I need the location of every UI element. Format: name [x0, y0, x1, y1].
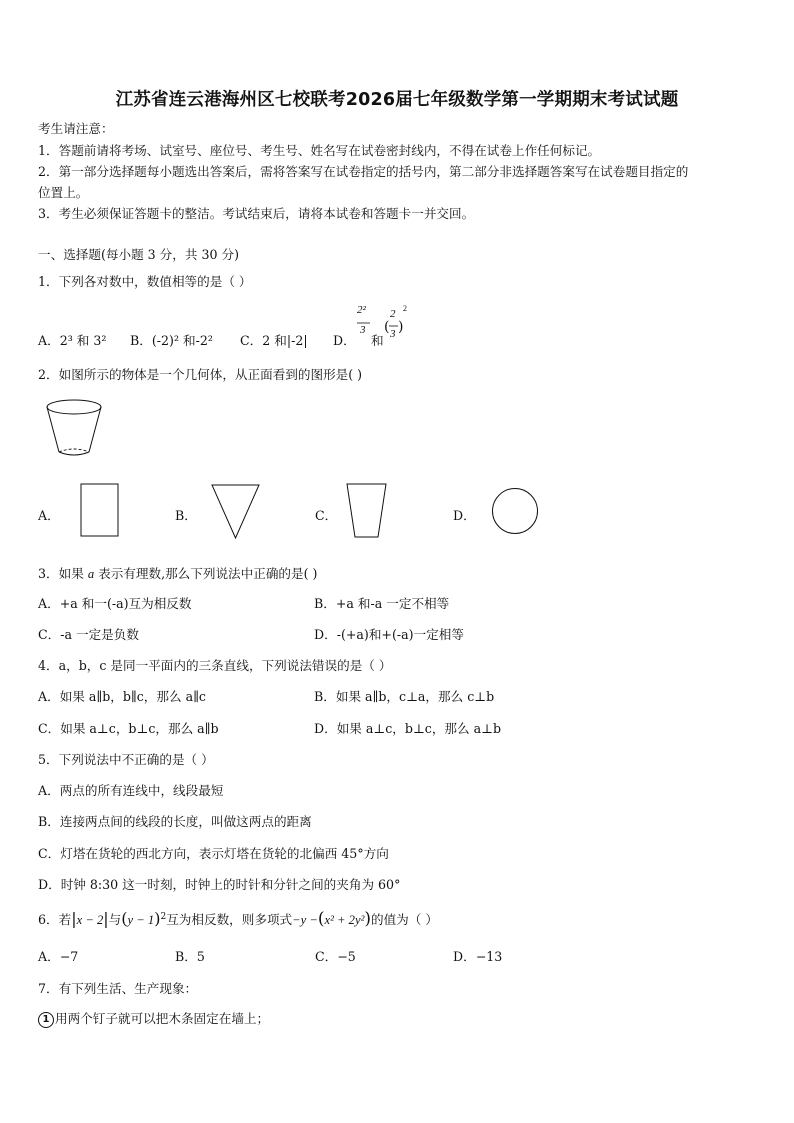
- q1-option-b: B．(-2)² 和-2²: [130, 333, 213, 348]
- frac2-denominator: 3: [390, 328, 396, 340]
- section-heading: 一、选择题(每小题 3 分，共 30 分): [38, 247, 240, 262]
- notice-item-1: 1．答题前请将考场、试室号、座位号、考生号、姓名写在试卷密封线内，不得在试卷上作任何标记。: [38, 143, 601, 158]
- q2-option-a: A．: [38, 508, 60, 523]
- q3-option-d: D．-(+a)和+(-a)一定相等: [314, 627, 464, 642]
- q6-option-a: A．−7: [38, 949, 79, 964]
- q1-option-d-label: D．: [333, 333, 356, 348]
- q7-item-1-text: 用两个钉子就可以把木条固定在墙上；: [55, 1011, 270, 1026]
- q2-stem: 2．如图所示的物体是一个几何体，从正面看到的图形是( ): [38, 367, 363, 382]
- q7-item-1: [38, 1008, 269, 1028]
- q6-connector-2: 互为相反数，则多项式: [166, 912, 293, 927]
- q4-stem: 4．a，b，c 是同一平面内的三条直线，下列说法错误的是（ ）: [38, 658, 392, 673]
- q6-paren-expression: y − 1: [127, 913, 155, 927]
- q3-stem-suffix: 表示有理数,那么下列说法中正确的是( ): [94, 566, 318, 581]
- q5-option-d: D．时钟 8:30 这一时刻，时钟上的时针和分针之间的夹角为 60°: [38, 877, 401, 892]
- page-title: 江苏省连云港海州区七校联考2026届七年级数学第一学期期末考试试题: [115, 90, 679, 110]
- q6-option-d: D．−13: [453, 949, 503, 964]
- q4-option-c: C．如果 a⊥c，b⊥c，那么 a∥b: [38, 721, 219, 736]
- frac2-numerator: 2: [390, 308, 396, 320]
- q5-option-a: A．两点的所有连线中，线段最短: [38, 783, 224, 798]
- q2-option-c: C．: [315, 508, 338, 523]
- circled-number-1: 1: [38, 1012, 54, 1028]
- frac1-numerator: 2²: [357, 304, 366, 316]
- q5-option-b: B．连接两点间的线段的长度，叫做这两点的距离: [38, 814, 312, 829]
- notice-item-2: 2．第一部分选择题每小题选出答案后，需将答案写在试卷指定的括号内，第二部分非选择题答案写在试卷题目指定的: [38, 164, 689, 179]
- q1-stem: 1．下列各对数中，数值相等的是（ ）: [38, 274, 252, 289]
- q2-option-d: D．: [453, 508, 476, 523]
- q6-exponent: 2: [160, 911, 167, 922]
- q5-option-c: C．灯塔在货轮的西北方向，表示灯塔在货轮的北偏西 45°方向: [38, 846, 389, 861]
- q4-option-a: A．如果 a∥b，b∥c，那么 a∥c: [38, 689, 206, 704]
- q3-option-a: A．+a 和一(-a)互为相反数: [38, 596, 192, 611]
- q3-stem-prefix: 3．如果: [38, 566, 88, 581]
- paren-left: (: [121, 909, 128, 928]
- q3-stem: [38, 563, 317, 582]
- frac1-denominator: 3: [360, 324, 366, 336]
- q6-poly-prefix: −y −: [292, 913, 318, 927]
- paren-right: ): [154, 909, 161, 928]
- frac2-paren: (: [384, 319, 390, 335]
- q6-abs-expression: x − 2: [76, 913, 104, 927]
- notice-item-3: 3．考生必须保证答题卡的整洁。考试结束后，请将本试卷和答题卡一并交回。: [38, 206, 475, 221]
- q3-option-c: C．-a 一定是负数: [38, 627, 139, 642]
- q6-connector-1: 与: [108, 912, 122, 927]
- q3-option-b: B．+a 和-a 一定不相等: [314, 596, 450, 611]
- q6-stem-prefix: 6．若: [38, 912, 72, 927]
- notice-heading: 考生请注意：: [38, 121, 114, 136]
- abs-bar-left: |: [71, 909, 77, 928]
- big-paren-right: ): [364, 909, 371, 929]
- rectangle-figure: [80, 483, 120, 537]
- q6-option-b: B．5: [175, 949, 205, 964]
- q1-option-a: A．2³ 和 3²: [38, 333, 107, 348]
- q3-variable: a: [87, 567, 95, 581]
- q4-option-b: B．如果 a∥b，c⊥a，那么 c⊥b: [314, 689, 495, 704]
- q6-stem-suffix: 的值为（ ）: [370, 912, 438, 927]
- q1-option-d-and: 和: [371, 333, 384, 348]
- big-paren-left: (: [317, 909, 325, 929]
- q1-option-c: C．2 和|-2|: [240, 333, 308, 348]
- cup-solid-figure: [44, 398, 104, 460]
- q6-stem: [38, 909, 438, 929]
- trapezoid-figure: [346, 483, 388, 539]
- frac2-paren-close: ): [398, 319, 404, 335]
- circle-figure: [490, 487, 540, 537]
- frac2-exponent: 2: [403, 304, 407, 313]
- abs-bar-right: |: [103, 909, 109, 928]
- q5-stem: 5．下列说法中不正确的是（ ）: [38, 752, 214, 767]
- q2-option-b: B．: [175, 508, 197, 523]
- frac2-bar: [389, 325, 399, 327]
- q6-option-c: C．−5: [315, 949, 356, 964]
- inverted-triangle-figure: [211, 484, 261, 540]
- q4-option-d: D．如果 a⊥c，b⊥c，那么 a⊥b: [314, 721, 502, 736]
- q7-stem: 7．有下列生活、生产现象：: [38, 981, 198, 996]
- q6-poly-inner: x² + 2y²: [324, 913, 365, 927]
- notice-item-2-cont: 位置上。: [38, 185, 89, 200]
